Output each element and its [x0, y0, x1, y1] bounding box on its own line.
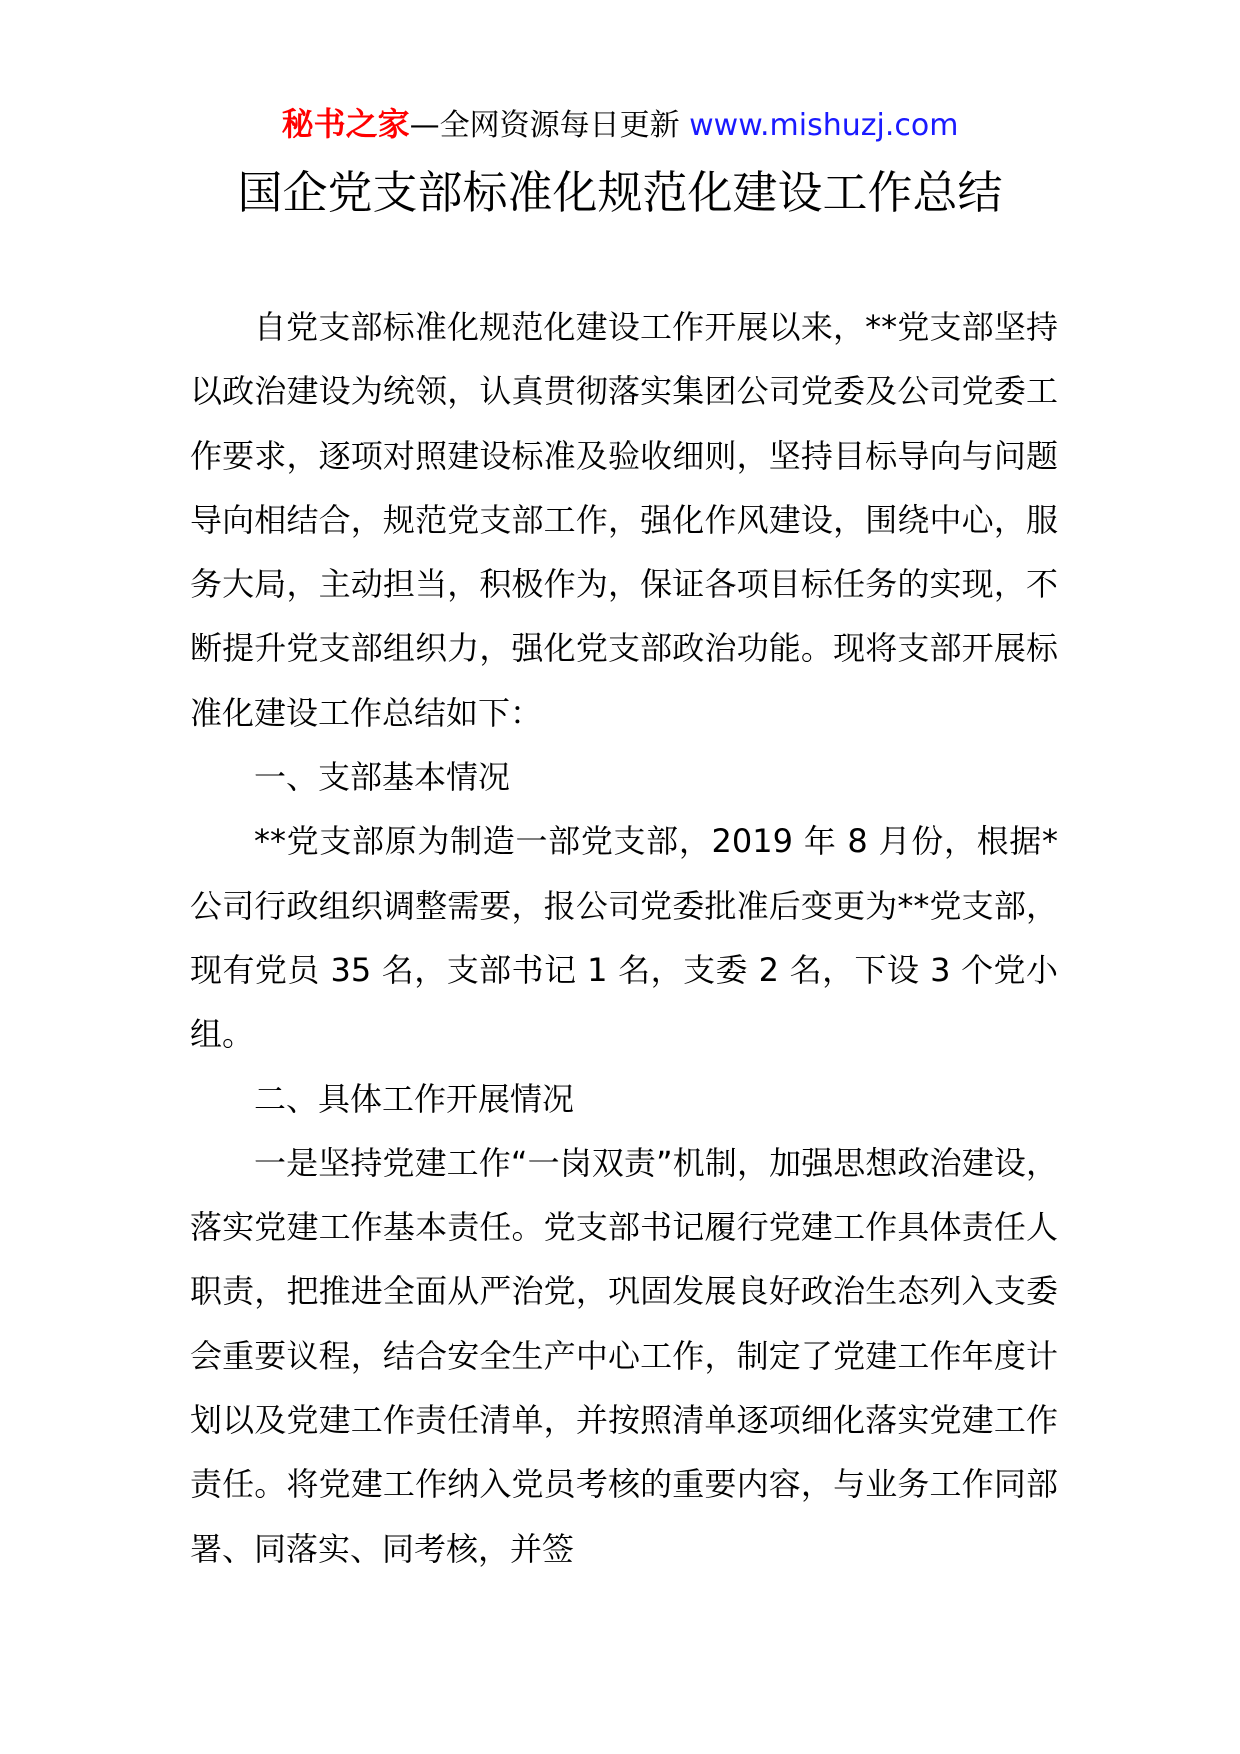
- branch-info-paragraph: **党支部原为制造一部党支部，2019 年 8 月份，根据*公司行政组织调整需要，报公司党委批准后变更为**党支部，现有党员 35 名，支部书记 1 名，支委 2 名，下设 3 个党小组。: [190, 822, 1058, 1054]
- site-header: [0, 104, 1240, 146]
- intro-paragraph: 自党支部标准化规范化建设工作开展以来，**党支部坚持以政治建设为统领，认真贯彻落实集团公司党委及公司党委工作要求，逐项对照建设标准及验收细则，坚持目标导向与问题导向相结合，规范党支部工作，强化作风建设，围绕中心，服务大局，主动担当，积极作为，保证各项目标任务的实现，不断提升党支部组织力，强化党支部政治功能。现将支部开展标准化建设工作总结如下：: [190, 308, 1058, 732]
- brand-name: 秘书之家: [281, 105, 410, 143]
- section-heading-1: 一、支部基本情况: [254, 758, 511, 797]
- work-detail-paragraph: 一是坚持党建工作“一岗双责”机制，加强思想政治建设，落实党建工作基本责任。党支部书记履行党建工作具体责任人职责，把推进全面从严治党，巩固发展良好政治生态列入支委会重要议程，结合安全生产中心工作，制定了党建工作年度计划以及党建工作责任清单，并按照清单逐项细化落实党建工作责任。将党建工作纳入党员考核的重要内容，与业务工作同部署、同落实、同考核，并签: [190, 1143, 1058, 1568]
- header-slogan: —全网资源每日更新: [409, 108, 680, 143]
- document-title: 国企党支部标准化规范化建设工作总结: [237, 166, 1003, 219]
- section-heading-2: 二、具体工作开展情况: [254, 1079, 575, 1118]
- site-url-link[interactable]: www.mishuzj.com: [689, 108, 959, 143]
- document-body: [190, 295, 1058, 1581]
